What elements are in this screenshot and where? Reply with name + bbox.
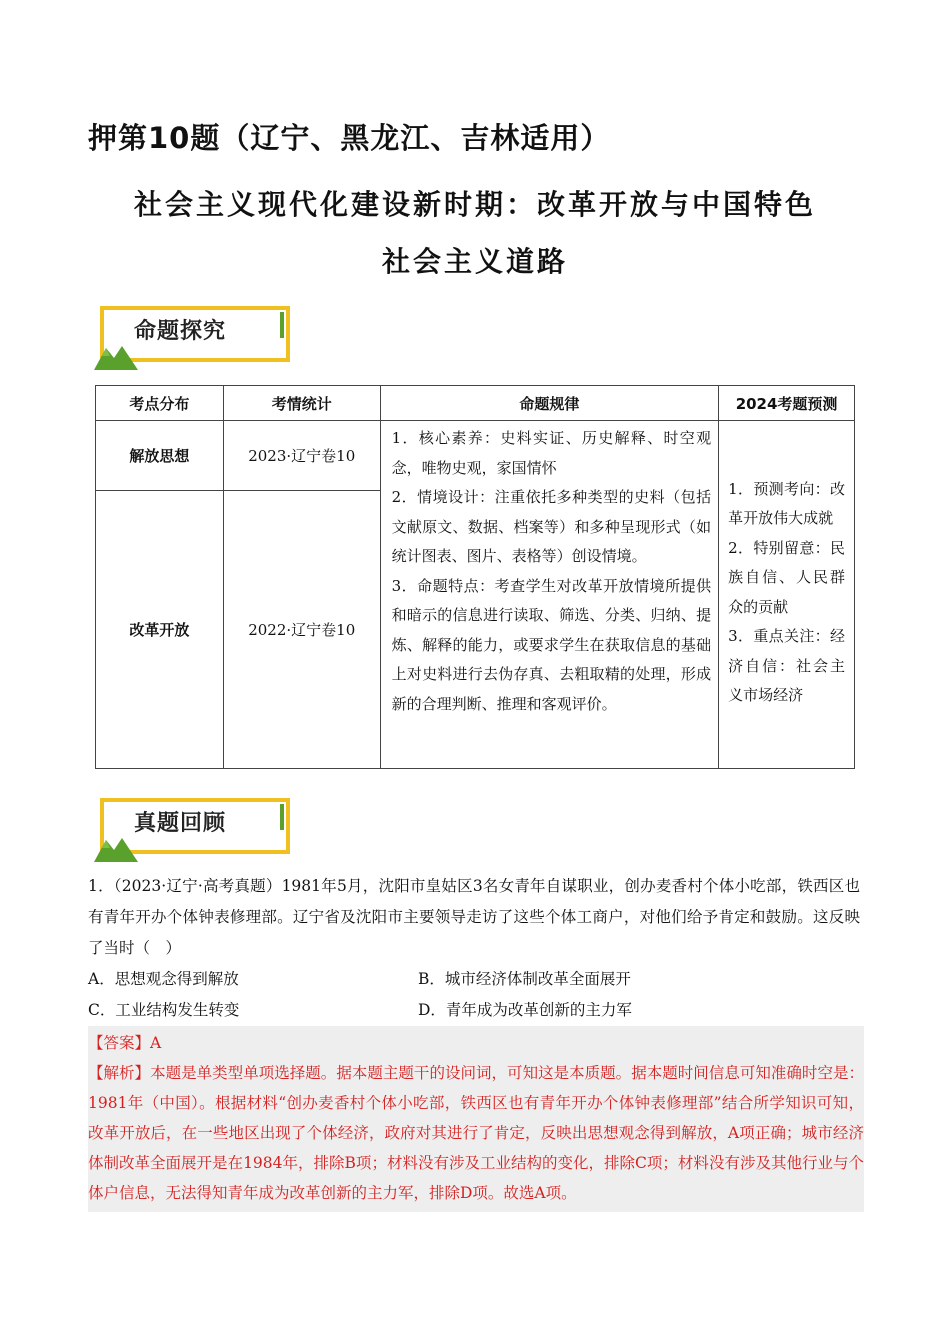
rules-cell (380, 421, 719, 769)
stat-cell: 2022·辽宁卷10 (223, 491, 380, 769)
analysis-text: 【解析】本题是单类型单项选择题。据本题主题干的设问词，可知这是本质题。据本题时间信息可知准确时空是：1981年（中国）。根据材料“创办麦香村个体小吃部，铁西区也有青年开办个体钟表修理部”结合所学知识可知，改革开放后，在一些地区出现了个体经济，政府对其进行了肯定，反映出思想观念得到解放，A项正确；城市经济体制改革全面展开是在1984年，排除B项；材料没有涉及工业结构的变化，排除C项；材料没有涉及其他行业与个体户信息，无法得知青年成为改革创新的主力军，排除D项。故选A项。 (88, 1064, 864, 1202)
prediction-cell (719, 421, 855, 769)
section-badge-explore (94, 306, 294, 372)
question-stem: 1．（2023·辽宁·高考真题）1981年5月，沈阳市皇姑区3名女青年自谋职业，创办麦香村个体小吃部，铁西区也有青年开办个体钟表修理部。辽宁省及沈阳市主要领导走访了这些个体工商户，对他们给予肯定和鼓励。这反映了当时（ ） (88, 877, 860, 957)
page-title: 押第10题（辽宁、黑龙江、吉林适用） (88, 121, 611, 155)
mountain-icon (94, 832, 138, 862)
header-stats: 考情统计 (223, 386, 380, 421)
topic-cell: 改革开放 (96, 491, 224, 769)
header-prediction: 2024考题预测 (719, 386, 855, 421)
option-d: D．青年成为改革创新的主力军 (418, 1001, 632, 1019)
answer-block (88, 1026, 864, 1212)
table-header-row (96, 386, 855, 421)
header-rules: 命题规律 (380, 386, 719, 421)
prediction-item: 2．特别留意：民族自信、人民群众的贡献 (728, 538, 845, 616)
exam-analysis-table (95, 385, 855, 769)
header-topic: 考点分布 (96, 386, 224, 421)
rule-item: 3．命题特点：考查学生对改革开放情境所提供和暗示的信息进行读取、筛选、分类、归纳、提炼、解释的能力，或要求学生在获取信息的基础上对史料进行去伪存真、去粗取精的处理，形成新的合理判断、推理和客观评价。 (391, 576, 712, 713)
section-label-review: 真题回顾 (134, 811, 227, 836)
section-badge-review (94, 798, 294, 864)
option-b: B．城市经济体制改革全面展开 (418, 970, 631, 988)
section-label-explore: 命题探究 (134, 319, 227, 344)
rule-item: 2．情境设计：注重依托多种类型的史料（包括文献原文、数据、档案等）和多种呈现形式（如统计图表、图片、表格等）创设情境。 (391, 488, 712, 565)
option-c: C．工业结构发生转变 (88, 1001, 240, 1019)
prediction-item: 3．重点关注：经济自信：社会主义市场经济 (728, 627, 845, 704)
page-subtitle-line1: 社会主义现代化建设新时期：改革开放与中国特色 (133, 188, 816, 221)
page-subtitle-line2: 社会主义道路 (381, 245, 568, 278)
stat-cell: 2023·辽宁卷10 (223, 421, 380, 491)
table-row (96, 421, 855, 491)
answer-text: 【答案】A (88, 1034, 162, 1052)
badge-accent-mark (280, 312, 284, 338)
rule-item: 1．核心素养：史料实证、历史解释、时空观念，唯物史观，家国情怀 (391, 429, 712, 477)
topic-cell: 解放思想 (96, 421, 224, 491)
prediction-item: 1．预测考向：改革开放伟大成就 (728, 479, 845, 527)
mountain-icon (94, 340, 138, 370)
option-a: A．思想观念得到解放 (88, 970, 239, 988)
badge-accent-mark (280, 804, 284, 830)
